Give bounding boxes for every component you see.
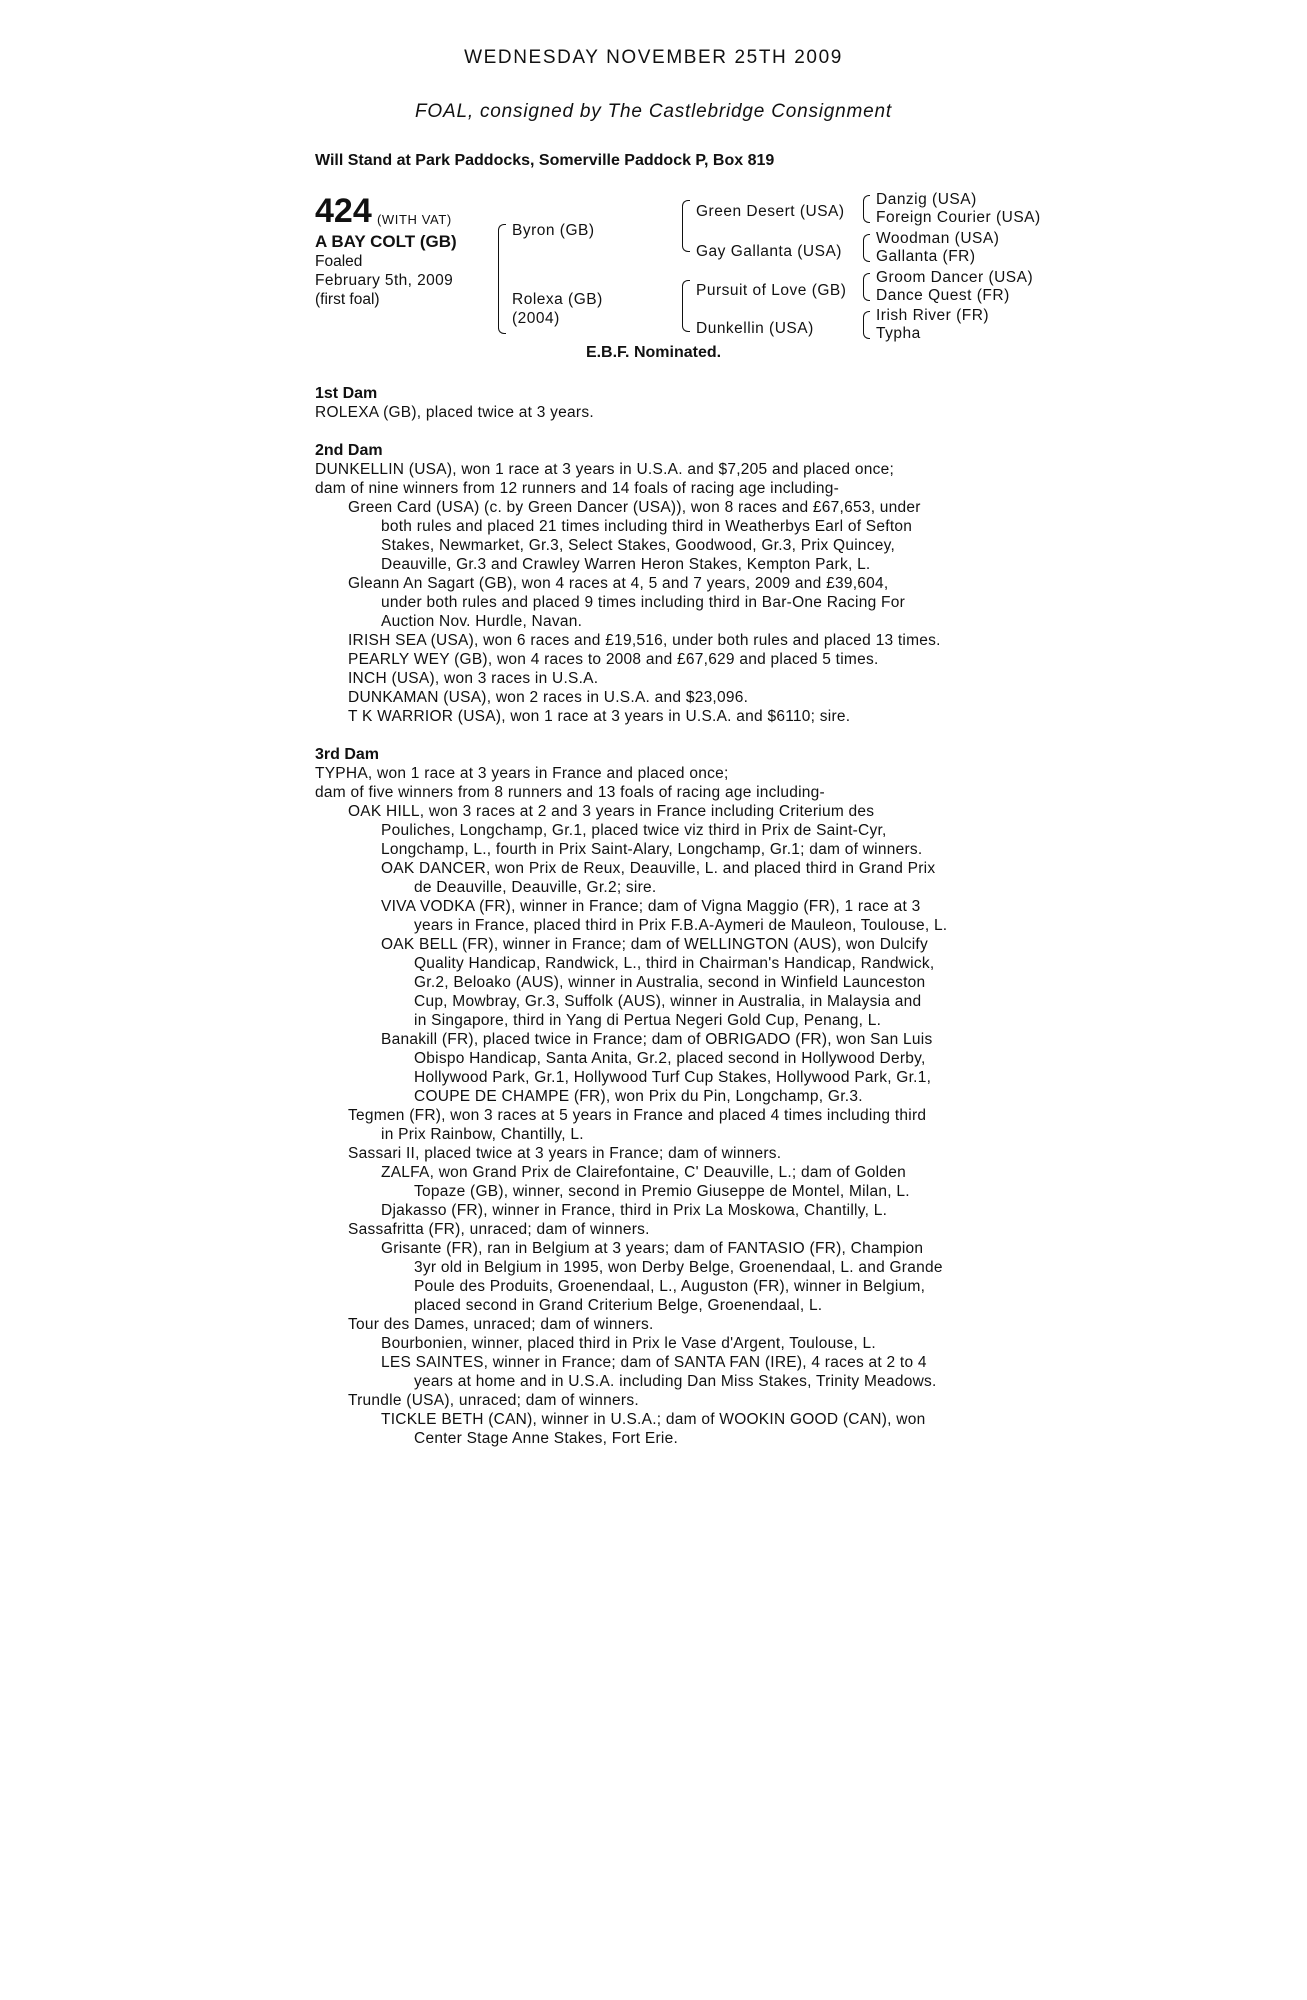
pedigree-text-line: Auction Nov. Hurdle, Navan. <box>381 613 583 630</box>
pedigree-text-line: OAK HILL, won 3 races at 2 and 3 years in France including Criterium des <box>348 803 875 820</box>
second-dam-heading: 2nd Dam <box>315 442 383 459</box>
dam-year: (2004) <box>512 310 560 327</box>
pedigree-text-line: Trundle (USA), unraced; dam of winners. <box>348 1392 639 1409</box>
pedigree-brace <box>863 273 870 301</box>
pedigree-text-line: Pouliches, Longchamp, Gr.1, placed twice viz third in Prix de Saint-Cyr, <box>381 822 887 839</box>
pedigree-text-line: TYPHA, won 1 race at 3 years in France and placed once; <box>315 765 729 782</box>
pedigree-text-line: years at home and in U.S.A. including Dan Miss Stakes, Trinity Meadows. <box>414 1373 937 1390</box>
dam-dam-name: Dunkellin (USA) <box>696 320 814 337</box>
pedigree-text-line: under both rules and placed 9 times including third in Bar-One Racing For <box>381 594 905 611</box>
third-dam-heading: 3rd Dam <box>315 746 380 763</box>
pedigree-brace <box>498 224 506 334</box>
pedigree-text-line: IRISH SEA (USA), won 6 races and £19,516, under both rules and placed 13 times. <box>348 632 941 649</box>
pedigree-text-line: Topaze (GB), winner, second in Premio Giuseppe de Montel, Milan, L. <box>414 1183 910 1200</box>
lot-number: 424 <box>315 192 372 230</box>
ggp-name: Foreign Courier (USA) <box>876 209 1041 226</box>
pedigree-brace <box>863 311 870 339</box>
dam-line-text <box>315 384 995 1448</box>
pedigree-text-line: Stakes, Newmarket, Gr.3, Select Stakes, Goodwood, Gr.3, Prix Quincey, <box>381 537 896 554</box>
pedigree-text-line: COUPE DE CHAMPE (FR), won Prix du Pin, Longchamp, Gr.3. <box>414 1088 863 1105</box>
first-dam-text: ROLEXA (GB), placed twice at 3 years. <box>315 404 594 421</box>
pedigree-brace <box>682 280 690 332</box>
ggp-name: Groom Dancer (USA) <box>876 269 1034 286</box>
dam-name: Rolexa (GB) <box>512 291 603 308</box>
lot-heading: FOAL, consigned by The Castlebridge Consignment <box>415 101 892 122</box>
pedigree-text-line: dam of five winners from 8 runners and 13 foals of racing age including- <box>315 784 825 801</box>
pedigree-text-line: INCH (USA), won 3 races in U.S.A. <box>348 670 599 687</box>
pedigree-text-line: Djakasso (FR), winner in France, third in Prix La Moskowa, Chantilly, L. <box>381 1202 888 1219</box>
pedigree-brace <box>863 234 870 262</box>
pedigree-text-line: VIVA VODKA (FR), winner in France; dam of Vigna Maggio (FR), 1 race at 3 <box>381 898 921 915</box>
pedigree-text-line: DUNKELLIN (USA), won 1 race at 3 years in U.S.A. and $7,205 and placed once; <box>315 461 895 478</box>
pedigree-text-line: Grisante (FR), ran in Belgium at 3 years; dam of FANTASIO (FR), Champion <box>381 1240 924 1257</box>
date-line: WEDNESDAY NOVEMBER 25TH 2009 <box>464 47 843 68</box>
pedigree-brace <box>863 195 870 223</box>
foal-note: (first foal) <box>315 291 380 308</box>
pedigree-text-line: placed second in Grand Criterium Belge, Groenendaal, L. <box>414 1297 823 1314</box>
pedigree-text-line: ZALFA, won Grand Prix de Clairefontaine, C' Deauville, L.; dam of Golden <box>381 1164 906 1181</box>
pedigree-text-line: de Deauville, Deauville, Gr.2; sire. <box>414 879 657 896</box>
pedigree-text-line: Deauville, Gr.3 and Crawley Warren Heron Stakes, Kempton Park, L. <box>381 556 871 573</box>
pedigree-text-line: Hollywood Park, Gr.1, Hollywood Turf Cup Stakes, Hollywood Park, Gr.1, <box>414 1069 932 1086</box>
stand-location: Will Stand at Park Paddocks, Somerville Paddock P, Box 819 <box>315 152 775 169</box>
foaled-label: Foaled <box>315 253 363 270</box>
pedigree-text-line: 3yr old in Belgium in 1995, won Derby Belge, Groenendaal, L. and Grande <box>414 1259 943 1276</box>
ggp-name: Irish River (FR) <box>876 307 990 324</box>
pedigree-text-line: Green Card (USA) (c. by Green Dancer (USA)), won 8 races and £67,653, under <box>348 499 921 516</box>
pedigree-table <box>315 192 1075 362</box>
pedigree-text-line: Sassari II, placed twice at 3 years in France; dam of winners. <box>348 1145 782 1162</box>
pedigree-text-line: DUNKAMAN (USA), won 2 races in U.S.A. and $23,096. <box>348 689 749 706</box>
pedigree-text-line: OAK BELL (FR), winner in France; dam of WELLINGTON (AUS), won Dulcify <box>381 936 928 953</box>
pedigree-text-line: dam of nine winners from 12 runners and 14 foals of racing age including- <box>315 480 840 497</box>
pedigree-text-line: Tour des Dames, unraced; dam of winners. <box>348 1316 654 1333</box>
ggp-name: Danzig (USA) <box>876 191 977 208</box>
sire-sire-name: Green Desert (USA) <box>696 203 845 220</box>
pedigree-text-line: Tegmen (FR), won 3 races at 5 years in France and placed 4 times including third <box>348 1107 927 1124</box>
pedigree-text-line: TICKLE BETH (CAN), winner in U.S.A.; dam of WOOKIN GOOD (CAN), won <box>381 1411 926 1428</box>
lot-name: A BAY COLT (GB) <box>315 232 457 251</box>
pedigree-text-line: Gr.2, Beloako (AUS), winner in Australia, second in Winfield Launceston <box>414 974 926 991</box>
pedigree-text-line: Center Stage Anne Stakes, Fort Erie. <box>414 1430 679 1447</box>
pedigree-text-line: T K WARRIOR (USA), won 1 race at 3 years in U.S.A. and $6110; sire. <box>348 708 851 725</box>
vat-note: (WITH VAT) <box>377 212 452 227</box>
sire-dam-name: Gay Gallanta (USA) <box>696 243 842 260</box>
dam-sire-name: Pursuit of Love (GB) <box>696 282 847 299</box>
ggp-name: Gallanta (FR) <box>876 248 976 265</box>
pedigree-text-line: Longchamp, L., fourth in Prix Saint-Alary, Longchamp, Gr.1; dam of winners. <box>381 841 923 858</box>
sire-name: Byron (GB) <box>512 222 595 239</box>
pedigree-brace <box>682 200 690 252</box>
pedigree-text-line: OAK DANCER, won Prix de Reux, Deauville, L. and placed third in Grand Prix <box>381 860 936 877</box>
pedigree-text-line: both rules and placed 21 times including third in Weatherbys Earl of Sefton <box>381 518 913 535</box>
ggp-name: Woodman (USA) <box>876 230 1000 247</box>
ggp-name: Typha <box>876 325 921 342</box>
first-dam-heading: 1st Dam <box>315 385 378 402</box>
pedigree-text-line: in Prix Rainbow, Chantilly, L. <box>381 1126 584 1143</box>
nomination-line: E.B.F. Nominated. <box>585 344 722 361</box>
pedigree-text-line: Cup, Mowbray, Gr.3, Suffolk (AUS), winner in Australia, in Malaysia and <box>414 993 922 1010</box>
pedigree-text-line: PEARLY WEY (GB), won 4 races to 2008 and £67,629 and placed 5 times. <box>348 651 879 668</box>
pedigree-text-line: Quality Handicap, Randwick, L., third in Chairman's Handicap, Randwick, <box>414 955 935 972</box>
ggp-name: Dance Quest (FR) <box>876 287 1010 304</box>
pedigree-text-line: Banakill (FR), placed twice in France; dam of OBRIGADO (FR), won San Luis <box>381 1031 933 1048</box>
second-dam-text <box>315 460 995 726</box>
pedigree-text-line: LES SAINTES, winner in France; dam of SANTA FAN (IRE), 4 races at 2 to 4 <box>381 1354 927 1371</box>
pedigree-text-line: Obispo Handicap, Santa Anita, Gr.2, placed second in Hollywood Derby, <box>414 1050 926 1067</box>
foaled-date: February 5th, 2009 <box>315 272 454 289</box>
pedigree-text-line: Gleann An Sagart (GB), won 4 races at 4, 5 and 7 years, 2009 and £39,604, <box>348 575 889 592</box>
pedigree-text-line: Bourbonien, winner, placed third in Prix le Vase d'Argent, Toulouse, L. <box>381 1335 876 1352</box>
pedigree-text-line: Sassafritta (FR), unraced; dam of winners. <box>348 1221 650 1238</box>
pedigree-text-line: in Singapore, third in Yang di Pertua Negeri Gold Cup, Penang, L. <box>414 1012 882 1029</box>
pedigree-text-line: years in France, placed third in Prix F.B.A-Aymeri de Mauleon, Toulouse, L. <box>414 917 948 934</box>
third-dam-text <box>315 764 995 1448</box>
pedigree-text-line: Poule des Produits, Groenendaal, L., Auguston (FR), winner in Belgium, <box>414 1278 926 1295</box>
